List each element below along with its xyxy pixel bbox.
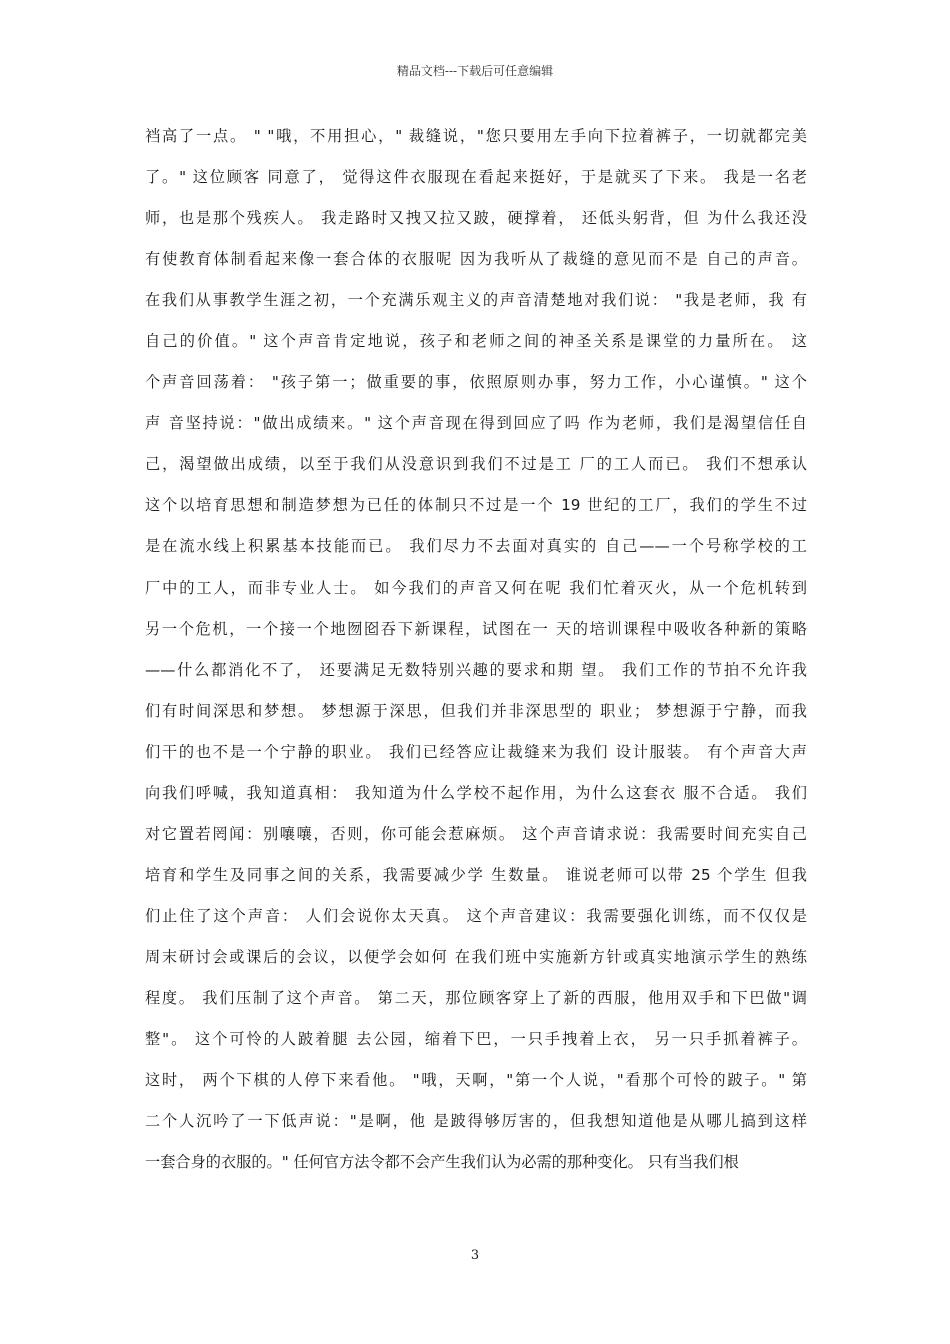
- text-line: 师，也是那个残疾人。 我走路时又拽又拉又跛，硬撑着， 还低头躬背，但 为什么我还没: [145, 209, 807, 228]
- text-line: 这个以培育思想和制造梦想为已任的体制只不过是一个 19 世纪的工厂，我们的学生不过: [145, 496, 807, 515]
- text-line: 对它置若罔闻：别嚷嚷，否则，你可能会惹麻烦。 这个声音请求说：我需要时间充实自己: [145, 824, 807, 843]
- page-number: 3: [470, 1248, 480, 1263]
- text-line: 厂中的工人，而非专业人士。 如今我们的声音又何在呢 我们忙着灭火，从一个危机转到: [145, 578, 807, 597]
- text-line: ——什么都消化不了， 还要满足无数特别兴趣的要求和期 望。 我们工作的节拍不允许我: [145, 660, 807, 679]
- text-line: 们干的也不是一个宁静的职业。 我们已经答应让裁缝来为我们 设计服装。 有个声音大声: [145, 742, 807, 761]
- text-line: 整"。 这个可怜的人跛着腿 去公园，缩着下巴，一只手拽着上衣， 另一只手抓着裤子。: [145, 1030, 807, 1049]
- text-line: 周末研讨会或课后的会议，以便学会如何 在我们班中实施新方针或真实地演示学生的熟练: [145, 947, 807, 966]
- text-line: 向我们呼喊，我知道真相： 我知道为什么学校不起作用，为什么这套衣 服不合适。 我们: [145, 783, 807, 802]
- text-line: 在我们从事教学生涯之初，一个充满乐观主义的声音清楚地对我们说： "我是老师，我 有: [145, 291, 807, 310]
- text-line: 程度。 我们压制了这个声音。 第二天，那位顾客穿上了新的西服，他用双手和下巴做"调: [145, 988, 807, 1007]
- text-line: 们止住了这个声音： 人们会说你太天真。 这个声音建议：我需要强化训练，而不仅仅是: [145, 906, 807, 925]
- text-line: 一套合身的衣服的。" 任何官方法令都不会产生我们认为必需的那种变化。 只有当我们根: [145, 1153, 739, 1172]
- text-line: 另一个危机，一个接一个地囫囵吞下新课程，试图在一 天的培训课程中吸收各种新的策略: [145, 619, 807, 638]
- text-line: 二个人沉吟了一下低声说："是啊，他 是跛得够厉害的，但我想知道他是从哪儿搞到这样: [145, 1112, 807, 1131]
- text-line: 培育和学生及同事之间的关系，我需要减少学 生数量。 谁说老师可以带 25 个学生 但我: [145, 865, 807, 884]
- text-line: 个声音回荡着： "孩子第一；做重要的事，依照原则办事，努力工作，小心谨慎。" 这个: [145, 373, 807, 392]
- page-header: 精品文档---下载后可任意编辑: [396, 64, 554, 78]
- text-line: 是在流水线上积累基本技能而已。 我们尽力不去面对真实的 自己——一个号称学校的工: [145, 537, 807, 556]
- text-line: 自己的价值。" 这个声音肯定地说，孩子和老师之间的神圣关系是课堂的力量所在。 这: [145, 332, 807, 351]
- text-line: 这时， 两个下棋的人停下来看他。 "哦，天啊，"第一个人说，"看那个可怜的跛子。" 第: [145, 1071, 807, 1090]
- body-text: [145, 121, 807, 1188]
- text-line: 己，渴望做出成绩，以至于我们从没意识到我们不过是工 厂的工人而已。 我们不想承认: [145, 455, 807, 474]
- text-line: 了。" 这位顾客 同意了， 觉得这件衣服现在看起来挺好，于是就买了下来。 我是一名老: [145, 168, 807, 187]
- text-line: 有使教育体制看起来像一套合体的衣服呢 因为我听从了裁缝的意见而不是 自己的声音。: [145, 250, 807, 269]
- text-line: 声 音坚持说："做出成绩来。" 这个声音现在得到回应了吗 作为老师，我们是渴望信任自: [145, 414, 807, 433]
- text-line: 们有时间深思和梦想。 梦想源于深思，但我们并非深思型的 职业； 梦想源于宁静，而我: [145, 701, 807, 720]
- text-line: 裆高了一点。 " "哦，不用担心，" 裁缝说，"您只要用左手向下拉着裤子，一切就都完美: [145, 127, 807, 145]
